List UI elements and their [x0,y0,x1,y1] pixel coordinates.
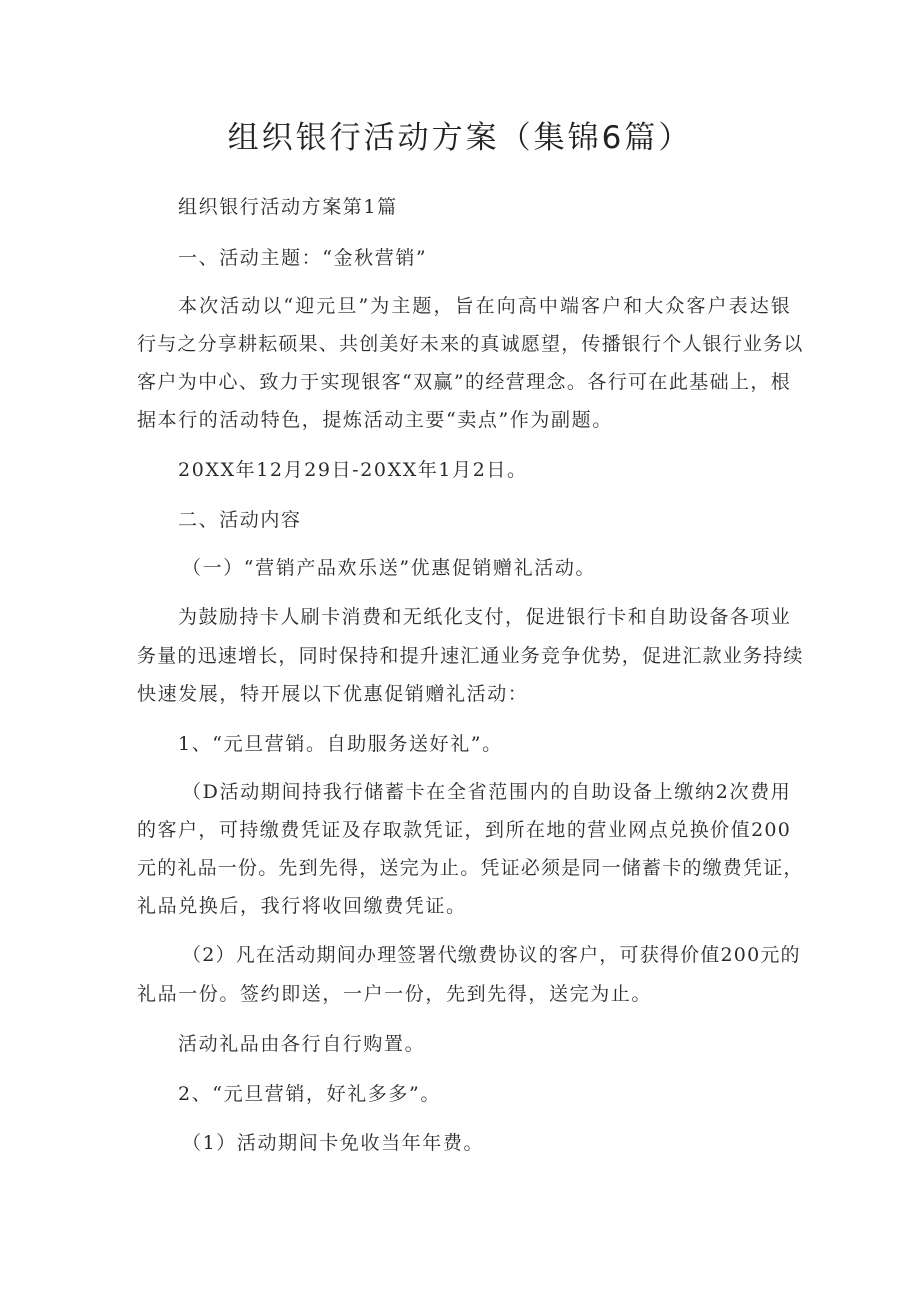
paragraph-line: 快速发展，特开展以下优惠促销赠礼活动： [137,683,529,705]
paragraph-line: 礼品兑换后，我行将收回缴费凭证。 [137,895,467,917]
item-heading-2: 2、“元旦营销，好礼多多”。 [178,1083,441,1105]
paragraph-line: 客户为中心、致力于实现银客“双赢”的经营理念。各行可在此基础上，根 [137,371,791,393]
paragraph-line: 礼品一份。签约即送，一户一份，先到先得，送完为止。 [137,983,653,1005]
paragraph-line: 本次活动以“迎元旦”为主题，旨在向高中端客户和大众客户表达银 [178,295,791,317]
activity-theme: 一、活动主题：“金秋营销” [178,247,428,269]
paragraph-line: 务量的迅速增长，同时保持和提升速汇通业务竞争优势，促进汇款业务持续 [137,645,804,667]
paragraph-line: 为鼓励持卡人刷卡消费和无纸化支付，促进银行卡和自助设备各项业 [178,606,791,628]
paragraph-line: 元的礼品一份。先到先得，送完为止。凭证必须是同一储蓄卡的缴费凭证， [137,857,804,879]
paragraph-line: 据本行的活动特色，提炼活动主要“卖点”作为副题。 [137,409,613,431]
item-heading-1: 1、“元旦营销。自助服务送好礼”。 [178,733,503,755]
section-heading-2: 二、活动内容 [178,509,302,531]
paragraph-line: 的客户，可持缴费凭证及存取款凭证，到所在地的营业网点兑换价值200 [137,819,791,841]
paragraph-line: （D活动期间持我行储蓄卡在全省范围内的自助设备上缴纳2次费用 [182,781,791,803]
document-title: 组织银行活动方案（集锦6篇） [227,120,693,156]
section-heading-1: 组织银行活动方案第1篇 [178,196,398,218]
paragraph-line: 行与之分享耕耘硕果、共创美好未来的真诚愿望，传播银行个人银行业务以 [137,333,804,355]
subsection-heading: （一）“营销产品欢乐送”优惠促销赠礼活动。 [182,557,597,579]
paragraph-line: （2）凡在活动期间办理签署代缴费协议的客户，可获得价值200元的 [182,944,801,966]
activity-dates: 20XX年12月29日-20XX年1月2日。 [178,459,528,481]
paragraph-line: 活动礼品由各行自行购置。 [178,1033,426,1055]
paragraph-line: （1）活动期间卡免收当年年费。 [182,1132,485,1154]
